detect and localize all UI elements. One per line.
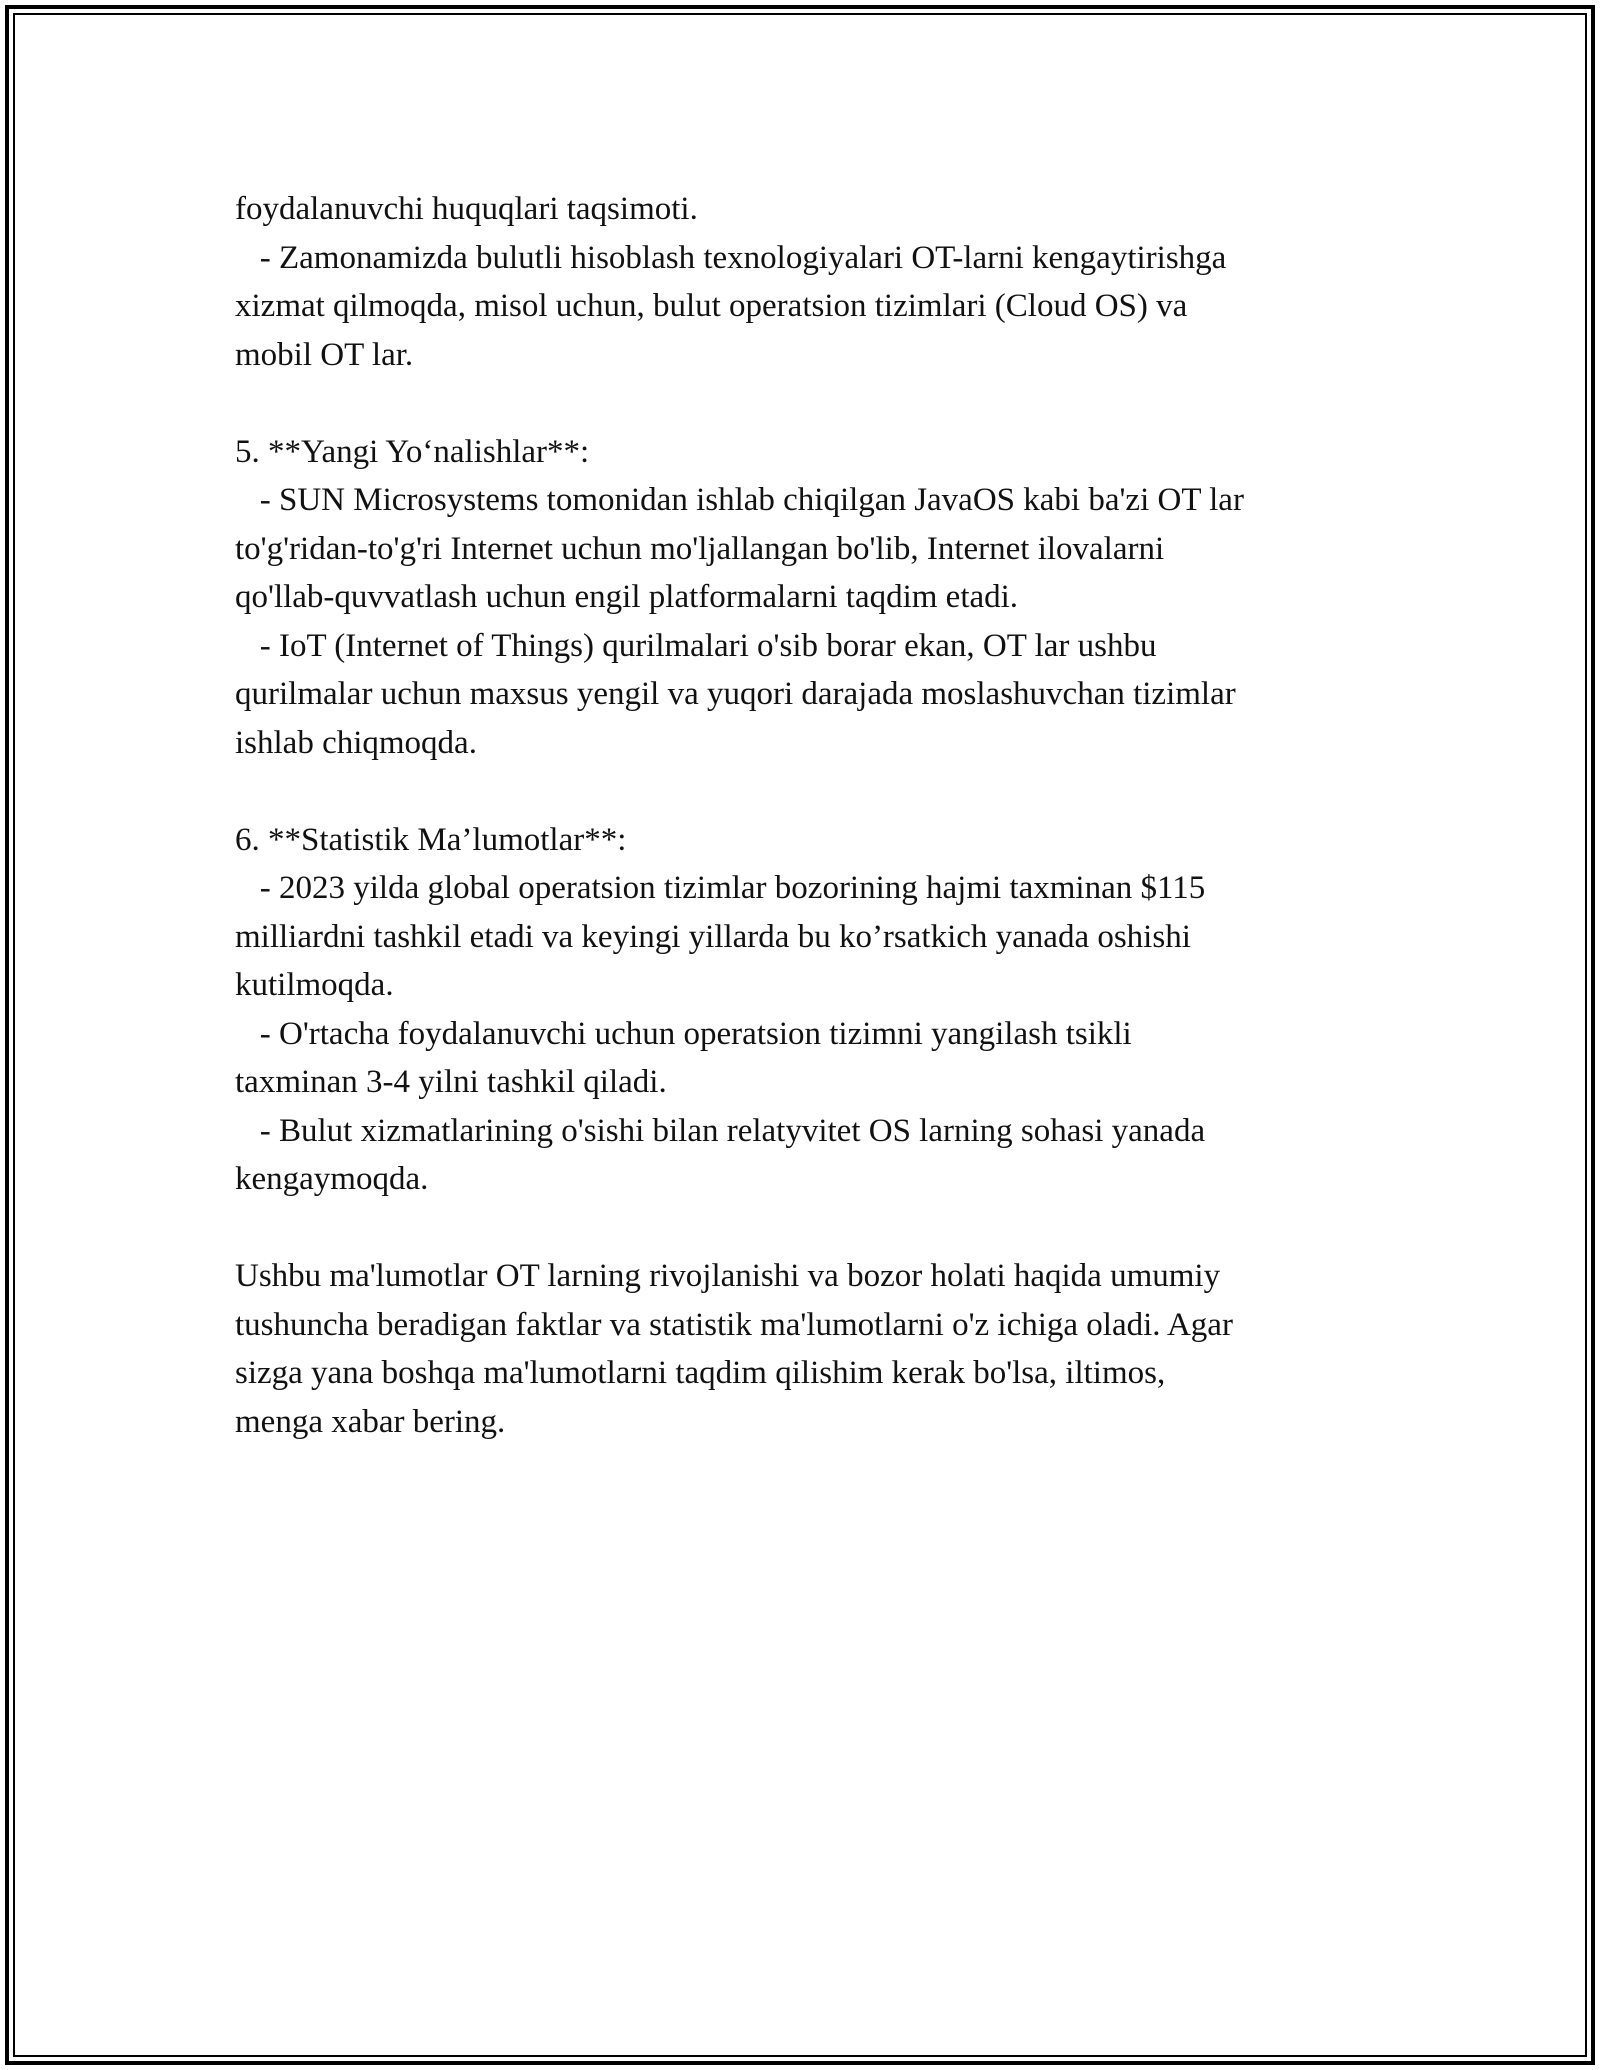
text-line: sizga yana boshqa ma'lumotlarni taqdim qilishim kerak bo'lsa, iltimos,: [235, 1355, 1166, 1391]
text-line: kutilmoqda.: [235, 967, 394, 1003]
text-line: taxminan 3-4 yilni tashkil qiladi.: [235, 1064, 667, 1100]
text-line: foydalanuvchi huquqlari taqsimoti.: [235, 191, 698, 227]
text-line: - IoT (Internet of Things) qurilmalari o'sib borar ekan, OT lar ushbu: [235, 627, 1157, 664]
text-line: - Zamonamizda bulutli hisoblash texnologiyalari OT-larni kengaytirishga: [235, 239, 1227, 276]
text-line: kengaymoqda.: [235, 1161, 429, 1197]
text-line: qurilmalar uchun maxsus yengil va yuqori darajada moslashuvchan tizimlar: [235, 676, 1236, 712]
section-heading: 5. **Yangi Yo‘nalishlar**:: [235, 433, 590, 470]
paragraph-gap: [235, 1204, 1375, 1253]
text-line: tushuncha beradigan faktlar va statistik ma'lumotlarni o'z ichiga oladi. Agar: [235, 1306, 1233, 1343]
text-line: mobil OT lar.: [235, 336, 414, 373]
text-line: - O'rtacha foydalanuvchi uchun operatsion tizimni yangilash tsikli: [235, 1015, 1132, 1052]
text-line: Ushbu ma'lumotlar OT larning rivojlanishi va bozor holati haqida umumiy: [235, 1258, 1221, 1294]
text-line: - 2023 yilda global operatsion tizimlar bozorining hajmi taxminan $115: [235, 870, 1206, 906]
text-line: ishlab chiqmoqda.: [235, 724, 477, 761]
text-line: qo'llab-quvvatlash uchun engil platformalarni taqdim etadi.: [235, 579, 1019, 615]
text-line: xizmat qilmoqda, misol uchun, bulut operatsion tizimlari (Cloud OS) va: [235, 288, 1188, 324]
text-line: - Bulut xizmatlarining o'sishi bilan relatyvitet OS larning sohasi yanada: [235, 1112, 1206, 1149]
paragraph-gap: [235, 379, 1375, 428]
text-line: menga xabar bering.: [235, 1403, 506, 1440]
text-line: - SUN Microsystems tomonidan ishlab chiqilgan JavaOS kabi ba'zi OT lar: [235, 482, 1244, 518]
section-heading: 6. **Statistik Ma’lumotlar**:: [235, 821, 627, 858]
paragraph-gap: [235, 767, 1375, 816]
document-body: [235, 185, 1375, 1446]
text-line: milliardni tashkil etadi va keyingi yillarda bu ko’rsatkich yanada oshishi: [235, 918, 1191, 955]
text-line: to'g'ridan-to'g'ri Internet uchun mo'ljallangan bo'lib, Internet ilovalarni: [235, 530, 1165, 567]
